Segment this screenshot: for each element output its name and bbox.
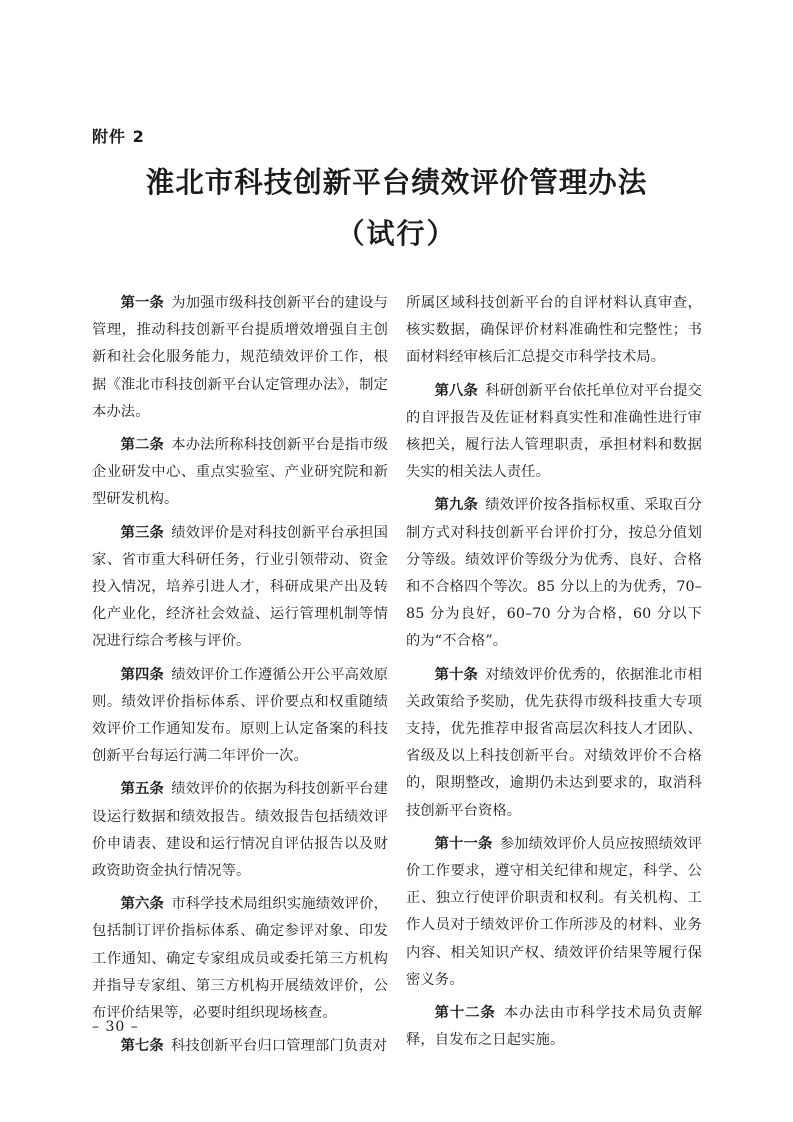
article-10 bbox=[406, 662, 702, 825]
article-text: 绩效评价按各指标权重、采取百分制方式对科技创新平台评价打分，按总分值划分等级。绩效评价等级分为优秀、良好、合格和不合格四个等次。85 分以上的为优秀，70–85 分为良好，60–70 分为合格，60 分以下的为“不合格”。 bbox=[406, 497, 702, 650]
document-subtitle: （试行） bbox=[336, 217, 457, 250]
article-12 bbox=[406, 1000, 702, 1054]
left-column bbox=[92, 290, 388, 1066]
article-number: 第十一条 bbox=[434, 835, 493, 852]
article-text: 为加强市级科技创新平台的建设与管理，推动科技创新平台提质增效增强自主创新和社会化服务能力，规范绩效评价工作，根据《淮北市科技创新平台认定管理办法》，制定本办法。 bbox=[92, 295, 388, 420]
article-number: 第四条 bbox=[120, 666, 164, 683]
article-text: 参加绩效评价人员应按照绩效评价工作要求，遵守相关纪律和规定，科学、公正、独立行使评价职责和权利。有关机构、工作人员对于绩效评价工作所涉及的材料、业务内容、相关知识产权、绩效评价结果等履行保密义务。 bbox=[406, 835, 702, 988]
article-number: 第三条 bbox=[120, 524, 164, 541]
right-column bbox=[406, 290, 702, 1060]
article-number: 第十条 bbox=[434, 666, 478, 683]
article-text: 绩效评价的依据为科技创新平台建设运行数据和绩效报告。绩效报告包括绩效评价申请表、建设和运行情况自评估报告以及财政资助资金执行情况等。 bbox=[92, 781, 388, 880]
attachment-label: 附件 2 bbox=[92, 127, 145, 146]
article-7 bbox=[92, 1033, 388, 1060]
article-5 bbox=[92, 776, 388, 885]
article-number: 第八条 bbox=[434, 382, 478, 399]
article-number: 第五条 bbox=[120, 781, 164, 798]
article-number: 第十二条 bbox=[434, 1005, 496, 1022]
article-text: 所属区域科技创新平台的自评材料认真审查，核实数据，确保评价材料准确性和完整性；书面材料经审核后汇总提交市科学技术局。 bbox=[406, 295, 702, 366]
article-11 bbox=[406, 831, 702, 994]
page-number: – 30 – bbox=[92, 1019, 139, 1035]
article-number: 第七条 bbox=[120, 1038, 164, 1055]
article-3 bbox=[92, 520, 388, 656]
article-text: 对绩效评价优秀的，依据淮北市相关政策给予奖励，优先获得市级科技重大专项支持，优先推荐申报省高层次科技人才团队、省级及以上科技创新平台。对绩效评价不合格的，限期整改，逾期仍未达到要求的，取消科技创新平台资格。 bbox=[406, 666, 702, 819]
article-text: 科研创新平台依托单位对平台提交的自评报告及佐证材料真实性和准确性进行审核把关，履行法人管理职责，承担材料和数据失实的相关法人责任。 bbox=[406, 382, 702, 481]
article-number: 第一条 bbox=[120, 295, 164, 311]
article-number: 第九条 bbox=[434, 497, 478, 514]
article-text: 绩效评价是对科技创新平台承担国家、省市重大科研任务，行业引领带动、资金投入情况，培养引进人才，科研成果产出及转化产业化，经济社会效益、运行管理机制等情况进行综合考核与评价。 bbox=[92, 524, 388, 650]
document-title: 淮北市科技创新平台绩效评价管理办法 bbox=[145, 166, 648, 199]
article-6 bbox=[92, 891, 388, 1027]
article-4 bbox=[92, 662, 388, 771]
article-text: 科技创新平台归口管理部门负责对 bbox=[171, 1038, 387, 1055]
article-text: 本办法所称科技创新平台是指市级企业研发中心、重点实验室、产业研究院和新型研发机构。 bbox=[92, 437, 388, 508]
article-9 bbox=[406, 492, 702, 655]
article-text: 本办法由市科学技术局负责解释，自发布之日起实施。 bbox=[406, 1005, 702, 1049]
article-7-continued bbox=[406, 290, 702, 372]
article-8 bbox=[406, 378, 702, 487]
article-text: 市科学技术局组织实施绩效评价，包括制订评价指标体系、确定参评对象、印发工作通知、确定专家组成员或委托第三方机构并指导专家组、第三方机构开展绩效评价，公布评价结果等，必要时组织现场核查。 bbox=[92, 896, 388, 1022]
article-number: 第六条 bbox=[120, 896, 164, 913]
article-1 bbox=[92, 290, 388, 426]
article-text: 绩效评价工作遵循公开公平高效原则。绩效评价指标体系、评价要点和权重随绩效评价工作通知发布。原则上认定备案的科技创新平台每运行满二年评价一次。 bbox=[92, 666, 388, 765]
article-2 bbox=[92, 432, 388, 514]
article-number: 第二条 bbox=[120, 437, 164, 454]
